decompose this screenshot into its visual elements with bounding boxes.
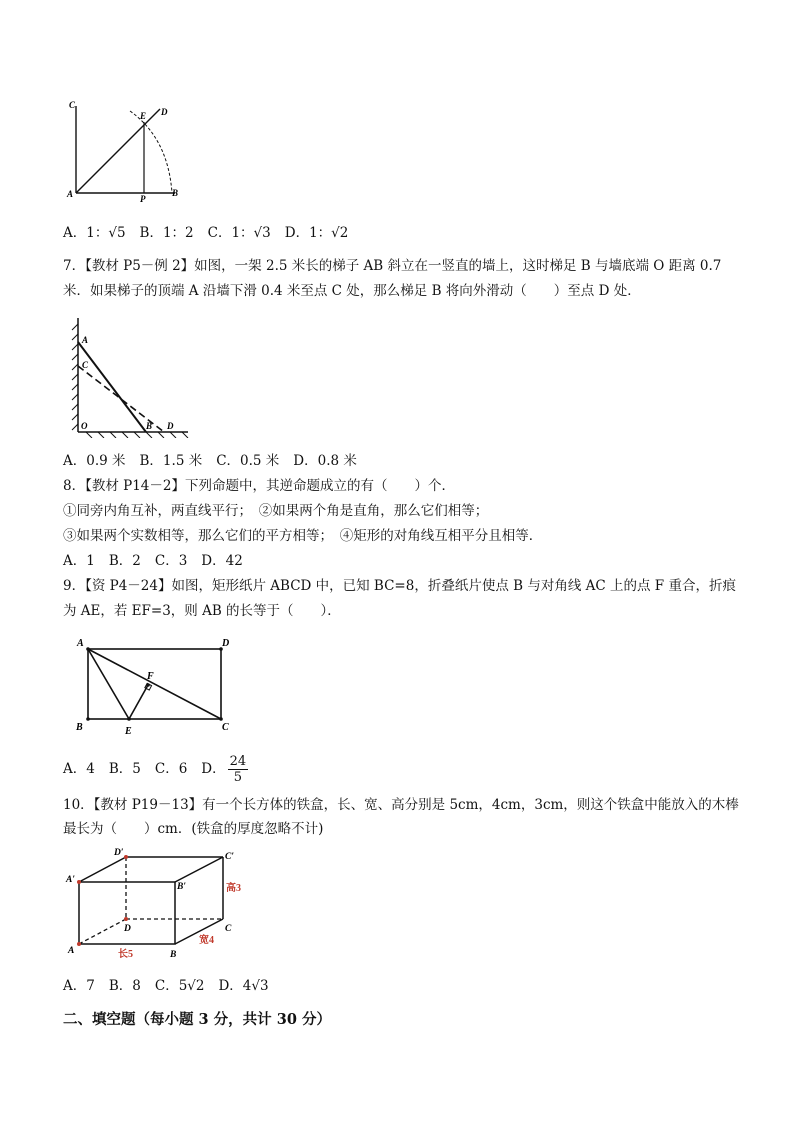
q9-label-e: E: [125, 726, 132, 737]
q10-label-c-prime: C′: [225, 852, 235, 862]
q6-option-c: C．1：√3: [207, 225, 271, 241]
q8-option-c: C．3: [154, 553, 188, 569]
q10-length-label: 长5: [118, 949, 133, 960]
q6-label-d: D: [161, 107, 168, 117]
q9-stem-line1: 9．【资 P4－24】如图，矩形纸片 ABCD 中，已知 BC=8，折叠纸片使点 B 与对角线 AC 上的点 F 重合，折痕: [63, 578, 736, 594]
q7-option-c: C．0.5 米: [216, 453, 280, 469]
q9-option-a: A．4: [63, 761, 95, 777]
q9-figure: [72, 634, 242, 738]
q7-label-d: D: [167, 421, 174, 431]
q10-figure: [62, 845, 252, 963]
q7-label-a: A: [82, 335, 89, 345]
q6-option-a: A．1：√5: [63, 225, 126, 241]
q10-stem-line1: 10．【教材 P19－13】有一个长方体的铁盒，长、宽、高分别是 5cm，4cm，3cm，则这个铁盒中能放入的木棒: [63, 797, 739, 813]
q7-figure: [66, 316, 196, 438]
q9-option-b: B．5: [108, 761, 141, 777]
q6-label-c: C: [69, 100, 76, 110]
q9-label-c: C: [222, 722, 229, 733]
q10-label-c: C: [225, 924, 232, 934]
q8-option-a: A．1: [63, 553, 95, 569]
q10-label-b-prime: B′: [177, 882, 187, 892]
q8-statements-3-4: ③如果两个实数相等，那么它们的平方相等； ④矩形的对角线互相平分且相等．: [63, 528, 543, 544]
q7-stem-line1: 7．【教材 P5－例 2】如图，一架 2.5 米长的梯子 AB 斜立在一竖直的墙上，这时梯足 B 与墙底端 O 距离 0.7: [63, 258, 722, 274]
q10-options: [63, 976, 283, 996]
q7-label-b: B: [146, 421, 153, 431]
q7-option-b: B．1.5 米: [139, 453, 203, 469]
q7-stem-line2: 米．如果梯子的顶端 A 沿墙下滑 0.4 米至点 C 处，那么梯足 B 将向外滑动（ ）至点 D 处．: [63, 283, 641, 299]
q10-label-d: D: [124, 924, 131, 934]
q9-option-c: C．6: [154, 761, 188, 777]
q10-option-a: A．7: [63, 978, 95, 994]
q8-stem: 8．【教材 P14－2】下列命题中，其逆命题成立的有（ ）个．: [63, 478, 455, 494]
q8-options: [63, 551, 257, 571]
q7-label-c: C: [82, 360, 89, 370]
q6-options: [63, 223, 362, 243]
q10-label-a: A: [68, 946, 75, 956]
q6-label-a: A: [67, 189, 74, 199]
q10-option-b: B．8: [108, 978, 141, 994]
q10-label-a-prime: A′: [66, 875, 76, 885]
q10-label-d-prime: D′: [114, 848, 124, 858]
q6-option-b: B．1：2: [139, 225, 194, 241]
q6-figure: [60, 98, 190, 204]
q10-label-b: B: [170, 950, 177, 960]
q6-option-d: D．1：√2: [284, 225, 349, 241]
q10-width-label: 宽4: [199, 935, 214, 946]
q9-option-d-fraction: $\frac{24}{5}$: [229, 754, 247, 785]
q9-options: [63, 749, 262, 789]
q8-option-b: B．2: [108, 553, 141, 569]
q8-option-d: D．42: [201, 553, 243, 569]
q6-label-e: E: [140, 111, 147, 121]
q7-label-o: O: [81, 421, 88, 431]
q6-label-p: P: [140, 194, 146, 204]
q6-label-b: B: [172, 188, 179, 198]
q10-height-label: 高3: [226, 883, 241, 894]
q10-option-d: D．4√3: [218, 978, 269, 994]
q10-stem-line2: 最长为（ ）cm．(铁盒的厚度忽略不计): [63, 821, 324, 837]
q10-option-c: C．5√2: [154, 978, 205, 994]
q9-label-d: D: [222, 638, 230, 649]
q7-options: [63, 451, 371, 471]
q7-option-a: A．0.9 米: [63, 453, 126, 469]
q7-option-d: D．0.8 米: [293, 453, 357, 469]
q9-stem-line2: 为 AE，若 EF=3，则 AB 的长等于（ ）．: [63, 603, 341, 619]
q9-label-b: B: [76, 722, 83, 733]
section-2-heading: 二、填空题（每小题 3 分，共计 30 分）: [63, 1011, 331, 1028]
q9-option-d: D．: [201, 761, 226, 777]
q8-statements-1-2: ①同旁内角互补，两直线平行； ②如果两个角是直角，那么它们相等；: [63, 503, 489, 519]
q9-label-a: A: [77, 638, 84, 649]
q9-label-f: F: [147, 671, 154, 682]
